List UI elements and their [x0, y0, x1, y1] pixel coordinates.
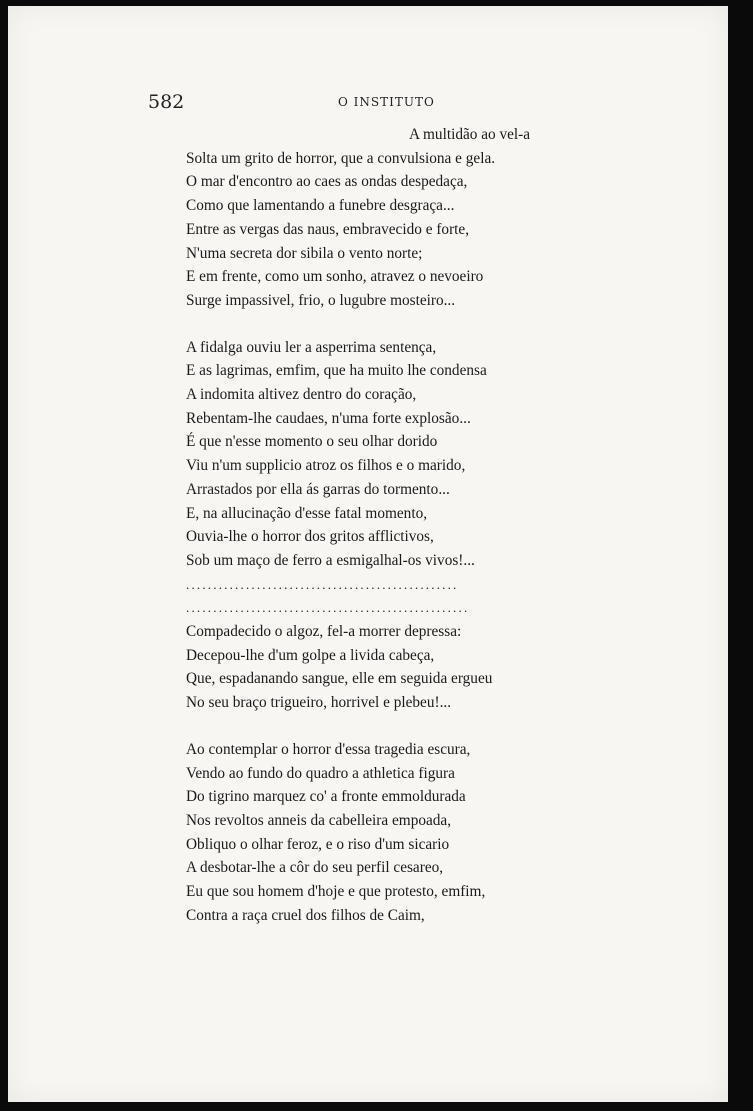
poem-line: Que, espadanando sangue, elle em seguida ergueu [186, 670, 493, 688]
poem-line: No seu braço trigueiro, horrivel e plebeu!... [186, 694, 452, 712]
poem-line: O mar d'encontro ao caes as ondas despedaça, [186, 173, 468, 191]
running-head: O INSTITUTO [338, 95, 435, 109]
poem-line: Do tigrino marquez co' a fronte emmoldurada [186, 788, 466, 806]
poem-line: Surge impassivel, frio, o lugubre mosteiro... [186, 291, 456, 309]
poem-line: Decepou-lhe d'um golpe a livida cabeça, [186, 646, 435, 664]
poem-line: Viu n'um supplicio atroz os filhos e o marido, [186, 457, 466, 475]
stanza-1 [186, 123, 616, 313]
poem-line: E em frente, como um sonho, atravez o nevoeiro [186, 268, 484, 286]
poem-line: Ao contemplar o horror d'essa tragedia escura, [186, 740, 471, 758]
poem-line: Nos revoltos anneis da cabelleira empoada, [186, 811, 452, 829]
poem-line: Obliquo o olhar feroz, e o riso d'um sicario [186, 835, 450, 853]
poem-line: A indomita altivez dentro do coração, [186, 386, 417, 404]
poem-line: Como que lamentando a funebre desgraça... [186, 197, 455, 215]
poem-line: Entre as vergas das naus, embravecido e forte, [186, 220, 470, 238]
poem-line: A fidalga ouviu ler a asperrima sentença, [186, 338, 437, 356]
poem-line: Solta um grito de horror, que a convulsiona e gela. [186, 149, 496, 167]
page-number: 582 [148, 91, 185, 113]
ellipsis-row: .................................................. [186, 576, 459, 592]
poem-line: Compadecido o algoz, fel-a morrer depressa: [186, 623, 462, 641]
poem-line: Vendo ao fundo do quadro a athletica figura [186, 764, 455, 782]
poem-line: A desbotar-lhe a côr do seu perfil cesareo, [186, 859, 444, 877]
poem-line: Ouvia-lhe o horror dos gritos afflictivos, [186, 528, 434, 546]
poem-line: E, na allucinação d'esse fatal momento, [186, 504, 428, 522]
poem-line: Contra a raça cruel dos filhos de Caim, [186, 906, 425, 924]
poem-line: A multidão ao vel-a [409, 126, 531, 143]
poem-text [186, 123, 616, 928]
poem-line: E as lagrimas, emfim, que ha muito lhe condensa [186, 362, 487, 380]
ellipsis-row: .................................................... [186, 600, 470, 616]
poem-line: Rebentam-lhe caudaes, n'uma forte explosão... [186, 409, 471, 427]
poem-line: N'uma secreta dor sibila o vento norte; [186, 244, 423, 262]
book-page [8, 6, 728, 1102]
poem-line: Eu que sou homem d'hoje e que protesto, emfim, [186, 883, 486, 901]
poem-line: Sob um maço de ferro a esmigalhal-os vivos!... [186, 551, 475, 569]
stanza-4 [186, 738, 616, 928]
poem-line: É que n'esse momento o seu olhar dorido [186, 433, 438, 451]
poem-line: Arrastados por ella ás garras do tormento... [186, 480, 450, 498]
stanza-3 [186, 620, 616, 715]
stanza-2 [186, 336, 616, 573]
